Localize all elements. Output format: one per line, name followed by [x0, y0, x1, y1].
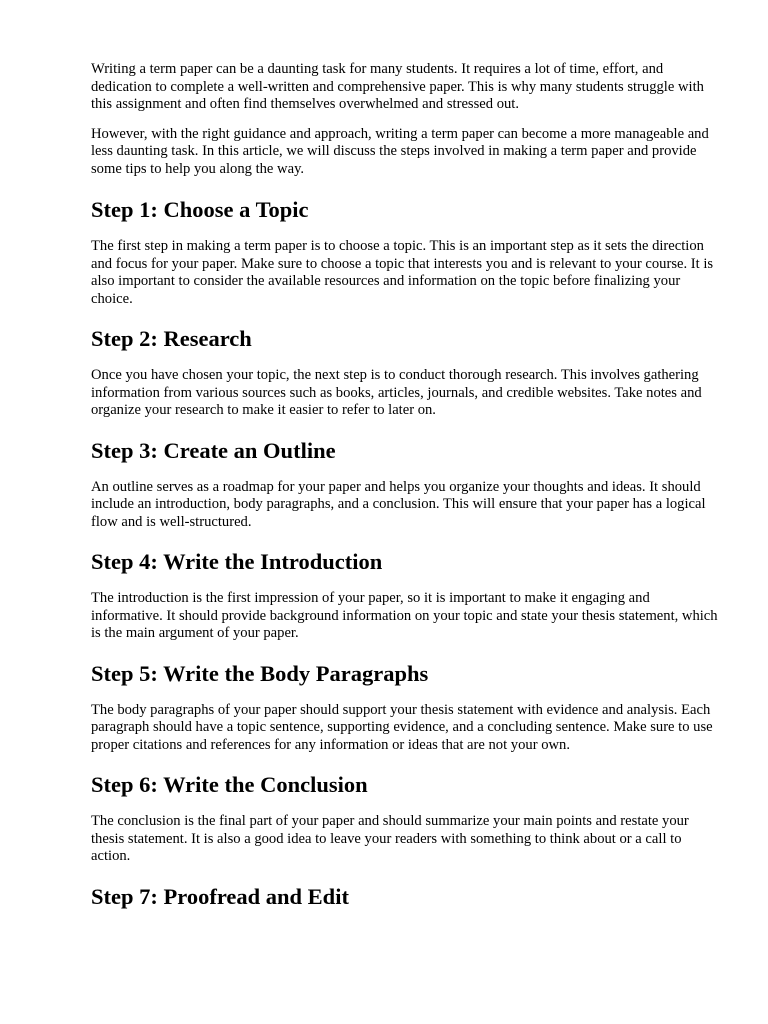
- section-body: An outline serves as a roadmap for your paper and helps you organize your thoughts and ideas. It should include an introduction, body paragraphs, and a conclusion. This will ensure that your paper has a logical flow and is well-structured.: [91, 478, 706, 530]
- section-step-7: [91, 883, 718, 910]
- section-heading: Step 3: Create an Outline: [91, 437, 336, 463]
- section-body: The first step in making a term paper is to choose a topic. This is an important step as it sets the direction and focus for your paper. Make sure to choose a topic that interests you and is relevant to your course. It is also important to consider the available resources and information on the topic before finalizing your choice.: [91, 238, 714, 307]
- section-heading: Step 7: Proofread and Edit: [91, 883, 349, 909]
- section-step-4: [91, 548, 718, 643]
- section-heading: Step 4: Write the Introduction: [91, 549, 383, 574]
- section-step-1: [91, 196, 718, 308]
- document-page: [91, 61, 718, 925]
- section-body: The body paragraphs of your paper should support your thesis statement with evidence and analysis. Each paragraph should have a topic sentence, supporting evidence, and a concluding sentence. Make sure to use proper citations and references for any information or ideas that are not your own.: [91, 701, 713, 753]
- intro-paragraph-1: Writing a term paper can be a daunting task for many students. It requires a lot of time, effort, and dedication to complete a well-written and comprehensive paper. This is why many students struggle with this assignment and often find themselves overwhelmed and stressed out.: [91, 61, 704, 112]
- section-step-3: [91, 437, 718, 532]
- intro-paragraph-2: However, with the right guidance and approach, writing a term paper can become a more manageable and less daunting task. In this article, we will discuss the steps involved in making a term paper and provide some tips to help you along the way.: [91, 125, 709, 177]
- section-heading: Step 1: Choose a Topic: [91, 197, 309, 222]
- section-heading: Step 5: Write the Body Paragraphs: [91, 660, 429, 686]
- section-heading: Step 2: Research: [91, 326, 252, 351]
- section-body: The conclusion is the final part of your paper and should summarize your main points and restate your thesis statement. It is also a good idea to leave your readers with something to think about or a call to action.: [91, 813, 689, 864]
- section-step-5: [91, 660, 718, 755]
- section-step-6: [91, 771, 718, 866]
- section-step-2: [91, 325, 718, 420]
- section-body: The introduction is the first impression of your paper, so it is important to make it engaging and informative. It should provide background information on your topic and state your thesis statement, which is the main argument of your paper.: [91, 590, 718, 641]
- section-heading: Step 6: Write the Conclusion: [91, 772, 368, 797]
- section-body: Once you have chosen your topic, the next step is to conduct thorough research. This involves gathering information from various sources such as books, articles, journals, and credible websites. Take notes and organize your research to make it easier to refer to later on.: [91, 367, 702, 418]
